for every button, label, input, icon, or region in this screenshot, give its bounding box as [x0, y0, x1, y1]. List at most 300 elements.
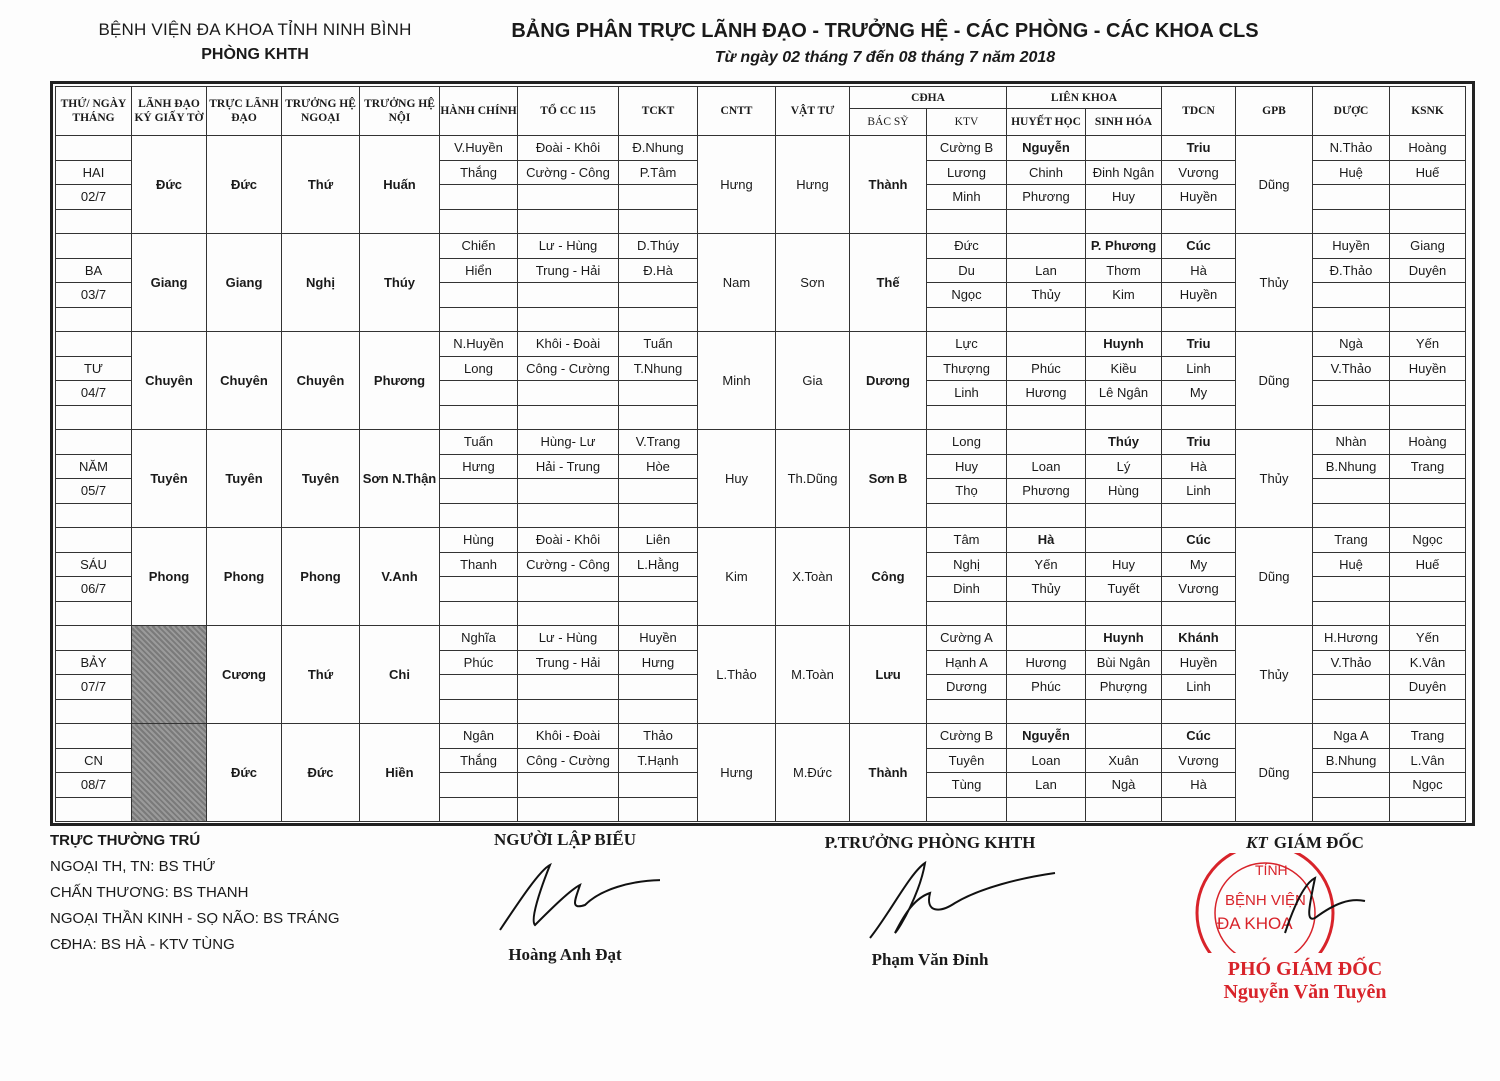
- schedule-table-frame: [50, 81, 1475, 826]
- ks-cell: Duyên: [1390, 675, 1466, 700]
- ktv-cell: Tùng: [927, 773, 1007, 798]
- hh-cell: [1007, 699, 1086, 724]
- table-row: [56, 234, 1466, 259]
- hh-cell: Chinh: [1007, 160, 1086, 185]
- cdha-doctor-cell: Dương: [850, 332, 927, 430]
- duoc-cell: [1313, 185, 1390, 210]
- tckt-cell: [619, 283, 698, 308]
- cntt-cell: Minh: [698, 332, 776, 430]
- sh-cell: Bùi Ngân: [1086, 650, 1162, 675]
- tckt-cell: L.Hằng: [619, 552, 698, 577]
- sh-cell: [1086, 307, 1162, 332]
- cntt-cell: Kim: [698, 528, 776, 626]
- hh-cell: [1007, 626, 1086, 651]
- stamp-text-2: ĐA KHOA: [1217, 914, 1293, 933]
- tckt-cell: T.Hạnh: [619, 748, 698, 773]
- hc-cell: Thanh: [440, 552, 518, 577]
- tckt-cell: P.Tâm: [619, 160, 698, 185]
- hc-cell: Thắng: [440, 160, 518, 185]
- sh-cell: Kim: [1086, 283, 1162, 308]
- cc-cell: Hùng- Lư: [518, 430, 619, 455]
- hc-cell: [440, 601, 518, 626]
- duty-cell: Đức: [207, 724, 282, 822]
- td-cell: Triu: [1162, 332, 1236, 357]
- hh-cell: Lan: [1007, 258, 1086, 283]
- duoc-cell: B.Nhung: [1313, 748, 1390, 773]
- cc-cell: [518, 699, 619, 724]
- tckt-cell: [619, 797, 698, 822]
- vice-director-title: PHÓ GIÁM ĐỐC: [1227, 958, 1383, 980]
- tckt-cell: [619, 503, 698, 528]
- sh-cell: [1086, 528, 1162, 553]
- duty-cell: Cương: [207, 626, 282, 724]
- document-subtitle: Từ ngày 02 tháng 7 đến 08 tháng 7 năm 2018: [714, 49, 1056, 66]
- ktv-cell: Dương: [927, 675, 1007, 700]
- cc-cell: Công - Cường: [518, 356, 619, 381]
- tckt-cell: [619, 185, 698, 210]
- col-header-ksnk: KSNK: [1390, 87, 1466, 136]
- sh-cell: Ngà: [1086, 773, 1162, 798]
- deputy-title: P.TRƯỞNG PHÒNG KHTH: [824, 833, 1036, 852]
- col-header-sign: LÃNH ĐẠO KÝ GIẤY TỜ: [132, 87, 207, 136]
- ks-cell: Huyền: [1390, 356, 1466, 381]
- hh-cell: Nguyễn: [1007, 724, 1086, 749]
- notes-line: NGOẠI THẦN KINH - SỌ NÃO: BS TRÁNG: [50, 910, 340, 927]
- hospital-name: BỆNH VIỆN ĐA KHOA TỈNH NINH BÌNH: [98, 20, 412, 39]
- hh-cell: [1007, 405, 1086, 430]
- duoc-cell: Huệ: [1313, 552, 1390, 577]
- ktv-cell: [927, 601, 1007, 626]
- day-name-cell: NĂM: [56, 454, 132, 479]
- td-cell: Triu: [1162, 136, 1236, 161]
- vattu-cell: Gia: [776, 332, 850, 430]
- surg-cell: Chuyên: [282, 332, 360, 430]
- tckt-cell: [619, 381, 698, 406]
- ktv-cell: [927, 405, 1007, 430]
- gpb-cell: Dũng: [1236, 136, 1313, 234]
- cc-cell: Lư - Hùng: [518, 626, 619, 651]
- tckt-cell: [619, 601, 698, 626]
- gpb-cell: Thủy: [1236, 234, 1313, 332]
- col-header-med: TRƯỞNG HỆ NỘI: [360, 87, 440, 136]
- hc-cell: [440, 307, 518, 332]
- ktv-cell: Lương: [927, 160, 1007, 185]
- cc-cell: Lư - Hùng: [518, 234, 619, 259]
- ks-cell: Ngọc: [1390, 773, 1466, 798]
- hh-cell: Phúc: [1007, 675, 1086, 700]
- sign-cell: Phong: [132, 528, 207, 626]
- duoc-cell: Ngà: [1313, 332, 1390, 357]
- hc-cell: Ngân: [440, 724, 518, 749]
- day-name-cell: BA: [56, 258, 132, 283]
- sh-cell: P. Phương: [1086, 234, 1162, 259]
- cc-cell: Đoài - Khôi: [518, 528, 619, 553]
- gpb-cell: Dũng: [1236, 724, 1313, 822]
- date-cell: 06/7: [56, 577, 132, 602]
- ks-cell: [1390, 405, 1466, 430]
- cc-cell: Cường - Công: [518, 552, 619, 577]
- col-header-tdcn: TDCN: [1162, 87, 1236, 136]
- header-left: [60, 20, 450, 64]
- day-cell-blank: [56, 626, 132, 651]
- deputy-name: Phạm Văn Đỉnh: [871, 950, 989, 969]
- day-cell-blank: [56, 724, 132, 749]
- tckt-cell: [619, 773, 698, 798]
- ktv-cell: Long: [927, 430, 1007, 455]
- signature-mark-icon: [470, 850, 660, 940]
- td-cell: [1162, 209, 1236, 234]
- header-row-1: [56, 87, 1466, 109]
- ktv-cell: Tâm: [927, 528, 1007, 553]
- col-header-day: THỨ/ NGÀY THÁNG: [56, 87, 132, 136]
- cc-cell: [518, 479, 619, 504]
- duoc-cell: Nhàn: [1313, 430, 1390, 455]
- notes-line: CHẤN THƯƠNG: BS THANH: [50, 884, 249, 901]
- hh-cell: Thủy: [1007, 577, 1086, 602]
- date-cell: 04/7: [56, 381, 132, 406]
- td-cell: [1162, 601, 1236, 626]
- duoc-cell: [1313, 577, 1390, 602]
- hc-cell: [440, 699, 518, 724]
- hc-cell: Hưng: [440, 454, 518, 479]
- hh-cell: Hà: [1007, 528, 1086, 553]
- col-header-cntt: CNTT: [698, 87, 776, 136]
- sign-cell: Giang: [132, 234, 207, 332]
- ks-cell: Yến: [1390, 626, 1466, 651]
- ks-cell: [1390, 797, 1466, 822]
- hh-cell: [1007, 307, 1086, 332]
- sh-cell: [1086, 503, 1162, 528]
- cdha-doctor-cell: Lưu: [850, 626, 927, 724]
- td-cell: Vương: [1162, 577, 1236, 602]
- table-row: [56, 430, 1466, 455]
- sign-cell: [132, 626, 207, 724]
- hh-cell: Hương: [1007, 650, 1086, 675]
- tckt-cell: D.Thúy: [619, 234, 698, 259]
- sh-cell: Lý: [1086, 454, 1162, 479]
- ktv-cell: Dinh: [927, 577, 1007, 602]
- td-cell: [1162, 405, 1236, 430]
- hc-cell: Hùng: [440, 528, 518, 553]
- med-cell: Sơn N.Thận: [360, 430, 440, 528]
- notes-title: TRỰC THƯỜNG TRÚ: [50, 832, 201, 849]
- col-header-admin: HÀNH CHÍNH: [440, 87, 518, 136]
- ks-cell: K.Vân: [1390, 650, 1466, 675]
- hh-cell: [1007, 797, 1086, 822]
- date-cell: 08/7: [56, 773, 132, 798]
- td-cell: [1162, 503, 1236, 528]
- table-row: [56, 136, 1466, 161]
- ks-cell: L.Vân: [1390, 748, 1466, 773]
- tckt-cell: [619, 577, 698, 602]
- col-header-cdha-bs: BÁC SỸ: [850, 109, 927, 136]
- hh-cell: Thủy: [1007, 283, 1086, 308]
- signature-block-deputy: [800, 833, 1060, 970]
- ks-cell: Huế: [1390, 552, 1466, 577]
- td-cell: Linh: [1162, 675, 1236, 700]
- table-row: [56, 332, 1466, 357]
- td-cell: Khánh: [1162, 626, 1236, 651]
- tckt-cell: V.Trang: [619, 430, 698, 455]
- sh-cell: Xuân: [1086, 748, 1162, 773]
- duoc-cell: N.Thảo: [1313, 136, 1390, 161]
- gpb-cell: Dũng: [1236, 332, 1313, 430]
- day-cell-blank: [56, 332, 132, 357]
- header-right: [500, 20, 1270, 67]
- duoc-cell: H.Hương: [1313, 626, 1390, 651]
- hh-cell: Phương: [1007, 185, 1086, 210]
- cc-cell: [518, 307, 619, 332]
- col-header-cdha-ktv: KTV: [927, 109, 1007, 136]
- duoc-cell: [1313, 405, 1390, 430]
- day-cell-blank: [56, 430, 132, 455]
- td-cell: Hà: [1162, 258, 1236, 283]
- surg-cell: Đức: [282, 724, 360, 822]
- surg-cell: Thứ: [282, 136, 360, 234]
- maker-name: Hoàng Anh Đạt: [508, 945, 622, 964]
- ktv-cell: Cường B: [927, 724, 1007, 749]
- vattu-cell: M.Toàn: [776, 626, 850, 724]
- signature-block-maker: [470, 830, 660, 965]
- hh-cell: Yến: [1007, 552, 1086, 577]
- duoc-cell: [1313, 381, 1390, 406]
- sh-cell: Phượng: [1086, 675, 1162, 700]
- cntt-cell: L.Thảo: [698, 626, 776, 724]
- tckt-cell: [619, 405, 698, 430]
- duoc-cell: V.Thảo: [1313, 650, 1390, 675]
- hh-cell: [1007, 209, 1086, 234]
- vattu-cell: Hưng: [776, 136, 850, 234]
- cc-cell: [518, 503, 619, 528]
- ktv-cell: [927, 797, 1007, 822]
- col-header-surg: TRƯỞNG HỆ NGOẠI: [282, 87, 360, 136]
- duty-cell: Tuyên: [207, 430, 282, 528]
- col-header-vattu: VẬT TƯ: [776, 87, 850, 136]
- col-header-duty: TRỰC LÃNH ĐẠO: [207, 87, 282, 136]
- sh-cell: [1086, 601, 1162, 626]
- col-header-duoc: DƯỢC: [1313, 87, 1390, 136]
- director-prefix: KT: [1246, 833, 1268, 852]
- day-cell-blank: [56, 699, 132, 724]
- ks-cell: [1390, 381, 1466, 406]
- med-cell: Thúy: [360, 234, 440, 332]
- hc-cell: [440, 797, 518, 822]
- sh-cell: [1086, 797, 1162, 822]
- hc-cell: [440, 773, 518, 798]
- day-cell-blank: [56, 405, 132, 430]
- col-header-sinhhoa: SINH HÓA: [1086, 109, 1162, 136]
- day-name-cell: CN: [56, 748, 132, 773]
- hc-cell: [440, 381, 518, 406]
- ks-cell: Huế: [1390, 160, 1466, 185]
- tckt-cell: [619, 675, 698, 700]
- hc-cell: V.Huyền: [440, 136, 518, 161]
- cc-cell: [518, 601, 619, 626]
- day-name-cell: BẢY: [56, 650, 132, 675]
- department-name: PHÒNG KHTH: [201, 46, 309, 63]
- td-cell: Linh: [1162, 479, 1236, 504]
- ktv-cell: Cường B: [927, 136, 1007, 161]
- ks-cell: [1390, 283, 1466, 308]
- hc-cell: Nghĩa: [440, 626, 518, 651]
- duoc-cell: [1313, 675, 1390, 700]
- td-cell: My: [1162, 381, 1236, 406]
- cdha-doctor-cell: Thành: [850, 724, 927, 822]
- sh-cell: Kiều: [1086, 356, 1162, 381]
- td-cell: [1162, 307, 1236, 332]
- ktv-cell: [927, 503, 1007, 528]
- schedule-table: [55, 86, 1466, 822]
- hh-cell: Nguyễn: [1007, 136, 1086, 161]
- med-cell: Phương: [360, 332, 440, 430]
- vattu-cell: Sơn: [776, 234, 850, 332]
- med-cell: Hiền: [360, 724, 440, 822]
- stamp-top-text: TỈNH: [1255, 862, 1288, 878]
- vattu-cell: X.Toàn: [776, 528, 850, 626]
- duoc-cell: [1313, 797, 1390, 822]
- hc-cell: Thắng: [440, 748, 518, 773]
- hh-cell: [1007, 601, 1086, 626]
- hh-cell: Phương: [1007, 479, 1086, 504]
- sh-cell: Tuyết: [1086, 577, 1162, 602]
- cc-cell: [518, 577, 619, 602]
- cc-cell: Đoài - Khôi: [518, 136, 619, 161]
- table-row: [56, 626, 1466, 651]
- duoc-cell: B.Nhung: [1313, 454, 1390, 479]
- day-name-cell: TƯ: [56, 356, 132, 381]
- tckt-cell: Đ.Hà: [619, 258, 698, 283]
- day-name-cell: SÁU: [56, 552, 132, 577]
- td-cell: Huyền: [1162, 283, 1236, 308]
- col-header-lienkhoa: LIÊN KHOA: [1007, 87, 1162, 109]
- td-cell: Cúc: [1162, 724, 1236, 749]
- sh-cell: Huy: [1086, 185, 1162, 210]
- director-title-text: GIÁM ĐỐC: [1273, 833, 1364, 852]
- sign-cell: Đức: [132, 136, 207, 234]
- ktv-cell: Linh: [927, 381, 1007, 406]
- ks-cell: [1390, 503, 1466, 528]
- day-cell-blank: [56, 234, 132, 259]
- td-cell: Huyền: [1162, 650, 1236, 675]
- ks-cell: [1390, 307, 1466, 332]
- tckt-cell: Hưng: [619, 650, 698, 675]
- ktv-cell: Cường A: [927, 626, 1007, 651]
- vice-director-name: Nguyễn Văn Tuyên: [1223, 981, 1387, 1003]
- sh-cell: Huynh: [1086, 332, 1162, 357]
- gpb-cell: Thủy: [1236, 430, 1313, 528]
- ks-cell: Ngọc: [1390, 528, 1466, 553]
- sign-cell: Tuyên: [132, 430, 207, 528]
- duoc-cell: Huệ: [1313, 160, 1390, 185]
- td-cell: My: [1162, 552, 1236, 577]
- hc-cell: [440, 283, 518, 308]
- duoc-cell: Trang: [1313, 528, 1390, 553]
- maker-title: NGƯỜI LẬP BIỂU: [493, 830, 636, 849]
- duty-cell: Chuyên: [207, 332, 282, 430]
- duoc-cell: Nga A: [1313, 724, 1390, 749]
- td-cell: Triu: [1162, 430, 1236, 455]
- tckt-cell: Tuấn: [619, 332, 698, 357]
- cntt-cell: Huy: [698, 430, 776, 528]
- duoc-cell: [1313, 601, 1390, 626]
- hc-cell: [440, 209, 518, 234]
- ks-cell: [1390, 185, 1466, 210]
- cc-cell: [518, 797, 619, 822]
- cc-cell: [518, 381, 619, 406]
- tckt-cell: [619, 209, 698, 234]
- day-name-cell: HAI: [56, 160, 132, 185]
- tckt-cell: [619, 699, 698, 724]
- ktv-cell: Thọ: [927, 479, 1007, 504]
- ktv-cell: Nghị: [927, 552, 1007, 577]
- hc-cell: [440, 405, 518, 430]
- ktv-cell: [927, 307, 1007, 332]
- td-cell: Huyền: [1162, 185, 1236, 210]
- cdha-doctor-cell: Công: [850, 528, 927, 626]
- cc-cell: Hải - Trung: [518, 454, 619, 479]
- cc-cell: Trung - Hải: [518, 258, 619, 283]
- date-cell: 03/7: [56, 283, 132, 308]
- table-row: [56, 528, 1466, 553]
- td-cell: Vương: [1162, 748, 1236, 773]
- director-title: [1175, 833, 1435, 853]
- sh-cell: [1086, 136, 1162, 161]
- day-cell-blank: [56, 307, 132, 332]
- col-header-cdha: CĐHA: [850, 87, 1007, 109]
- col-header-cc115: TỔ CC 115: [518, 87, 619, 136]
- day-cell-blank: [56, 528, 132, 553]
- td-cell: Linh: [1162, 356, 1236, 381]
- hc-cell: N.Huyền: [440, 332, 518, 357]
- ktv-cell: [927, 699, 1007, 724]
- duty-cell: Phong: [207, 528, 282, 626]
- tckt-cell: Hòe: [619, 454, 698, 479]
- duoc-cell: [1313, 479, 1390, 504]
- ktv-cell: Huy: [927, 454, 1007, 479]
- cc-cell: [518, 773, 619, 798]
- duoc-cell: [1313, 773, 1390, 798]
- hc-cell: [440, 503, 518, 528]
- td-cell: Cúc: [1162, 234, 1236, 259]
- cc-cell: [518, 405, 619, 430]
- vattu-cell: Th.Dũng: [776, 430, 850, 528]
- hh-cell: [1007, 234, 1086, 259]
- duty-cell: Giang: [207, 234, 282, 332]
- table-row: [56, 724, 1466, 749]
- hh-cell: [1007, 430, 1086, 455]
- sh-cell: Huynh: [1086, 626, 1162, 651]
- ks-cell: Giang: [1390, 234, 1466, 259]
- ks-cell: Yến: [1390, 332, 1466, 357]
- col-header-huyethoc: HUYẾT HỌC: [1007, 109, 1086, 136]
- hh-cell: [1007, 503, 1086, 528]
- duoc-cell: [1313, 283, 1390, 308]
- ks-cell: Duyên: [1390, 258, 1466, 283]
- cc-cell: Cường - Công: [518, 160, 619, 185]
- tckt-cell: Liên: [619, 528, 698, 553]
- sh-cell: Hùng: [1086, 479, 1162, 504]
- hc-cell: Tuấn: [440, 430, 518, 455]
- gpb-cell: Thủy: [1236, 626, 1313, 724]
- ktv-cell: Du: [927, 258, 1007, 283]
- gpb-cell: Dũng: [1236, 528, 1313, 626]
- sh-cell: Thúy: [1086, 430, 1162, 455]
- duoc-cell: V.Thảo: [1313, 356, 1390, 381]
- ktv-cell: Đức: [927, 234, 1007, 259]
- cc-cell: Trung - Hải: [518, 650, 619, 675]
- document-title: BẢNG PHÂN TRỰC LÃNH ĐẠO - TRƯỞNG HỆ - CÁC PHÒNG - CÁC KHOA CLS: [511, 20, 1259, 42]
- sign-cell: Chuyên: [132, 332, 207, 430]
